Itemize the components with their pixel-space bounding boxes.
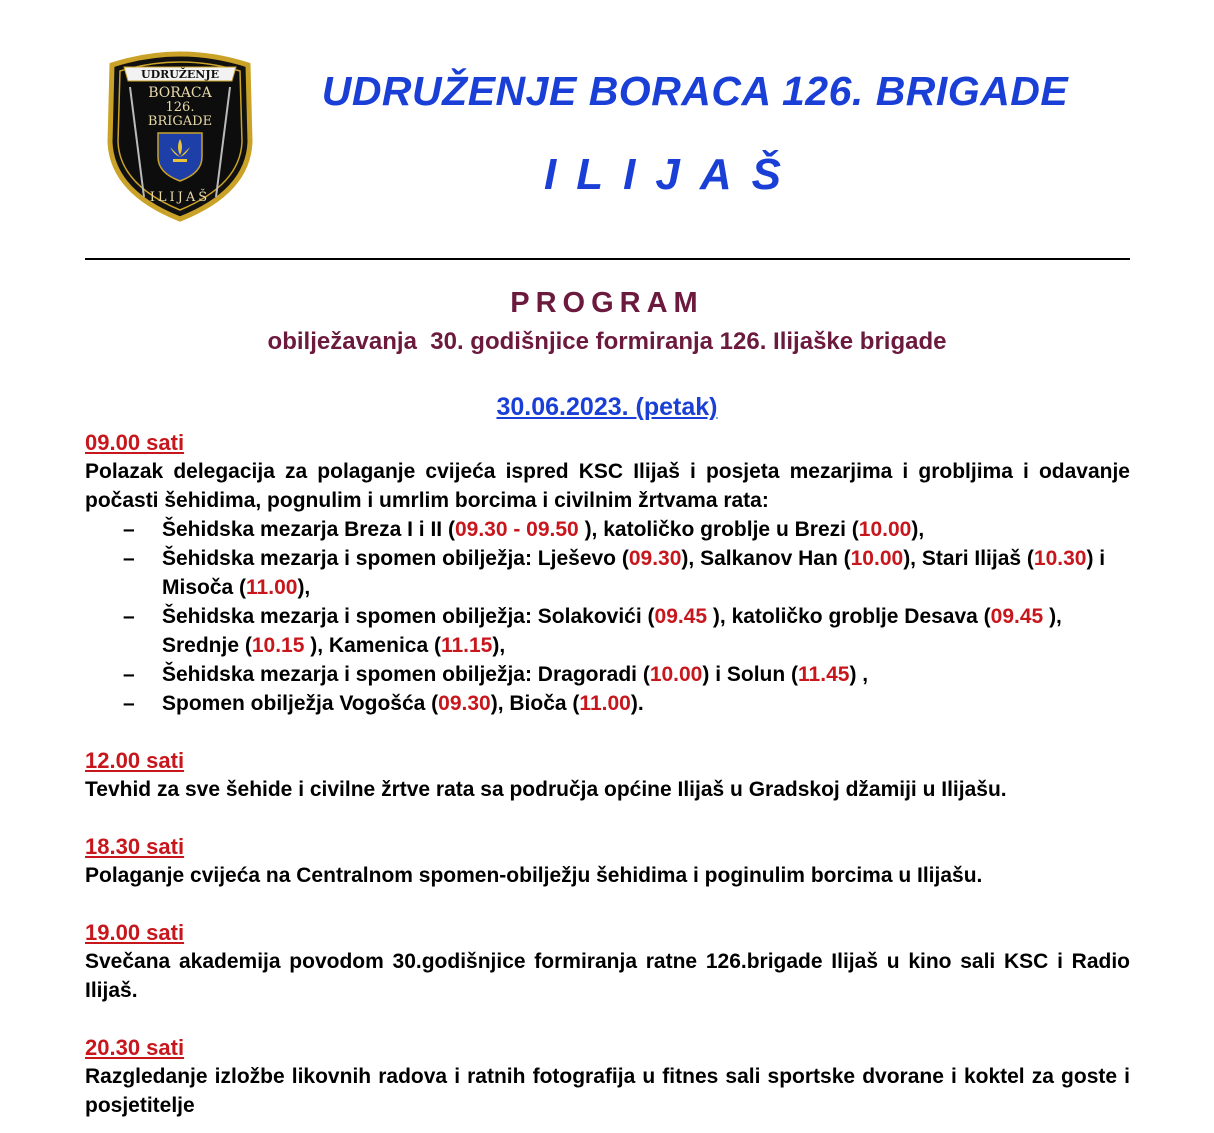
visit-text: ), Kamenica ( <box>304 634 441 657</box>
visit-list <box>85 515 1130 718</box>
schedule-description: Polaganje cvijeća na Centralnom spomen-obilježju šehidima i poginulim borcima u Ilijašu. <box>85 864 983 887</box>
visit-text: ), katoličko groblje Desava ( <box>707 605 991 628</box>
visit-text: Šehidska mezarja Breza I i II ( <box>162 518 455 541</box>
visit-time: 10.00 <box>649 663 703 686</box>
schedule-entry <box>85 1033 1130 1120</box>
visit-list-item <box>85 660 1130 689</box>
visit-text: Šehidska mezarja i spomen obilježja: Lješevo ( <box>162 547 629 570</box>
visit-list-item <box>85 602 1130 660</box>
visit-list-item <box>85 689 1130 718</box>
visit-text: Spomen obilježja Vogošća ( <box>162 692 439 715</box>
visit-time: 09.45 <box>990 605 1044 628</box>
schedule-description: Polazak delegacija za polaganje cvijeća ispred KSC Ilijaš i posjeta mezarjima i grobljima i odavanje počasti šehidima, pognulim i umrlim borcima i civilnim žrtvama rata: <box>85 460 1130 512</box>
program-subtitle: obilježavanja 30. godišnjice formiranja 126. Ilijaške brigade <box>267 328 947 355</box>
logo-line2-text: 126. <box>165 100 195 115</box>
visit-time: 11.00 <box>246 576 298 599</box>
visit-text: Šehidska mezarja i spomen obilježja: Solakovići ( <box>162 605 655 628</box>
schedule-time: 12.00 sati <box>85 748 185 773</box>
visit-text: ) , <box>849 663 869 686</box>
visit-text: ), Salkanov Han ( <box>681 547 851 570</box>
visit-text: ), Stari Ilijaš ( <box>903 547 1034 570</box>
visit-time: 09.30 <box>628 547 682 570</box>
schedule-entry <box>85 918 1130 1005</box>
visit-time: 10.15 <box>251 634 305 657</box>
logo-line1-text: BORACA <box>148 85 212 101</box>
list-dash: – <box>123 692 135 715</box>
program-title: PROGRAM <box>510 287 704 319</box>
schedule-entry <box>85 428 1130 718</box>
schedule-entry <box>85 832 1130 890</box>
visit-time: 11.45 <box>798 663 850 686</box>
logo-bottom-text: ILIJAŠ <box>149 190 211 205</box>
list-dash: – <box>123 547 135 570</box>
schedule-description: Svečana akademija povodom 30.godišnjice formiranja ratne 126.brigade Ilijaš u kino sali KSC i Radio Ilijaš. <box>85 950 1130 1002</box>
visit-text: ). <box>630 692 644 715</box>
visit-time: 10.30 <box>1033 547 1087 570</box>
logo-line3-text: BRIGADE <box>147 114 213 129</box>
schedule-time: 20.30 sati <box>85 1035 185 1060</box>
visit-time: 10.00 <box>858 518 912 541</box>
organization-title: UDRUŽENJE BORACA 126. BRIGADE <box>321 68 1069 114</box>
list-dash: – <box>123 518 135 541</box>
list-dash: – <box>123 605 135 628</box>
schedule <box>85 428 1130 1120</box>
visit-time: 10.00 <box>850 547 904 570</box>
visit-time: 11.15 <box>440 634 493 657</box>
visit-time: 11.00 <box>579 692 631 715</box>
visit-text: Šehidska mezarja i spomen obilježja: Dragoradi ( <box>162 663 650 686</box>
visit-text: ), <box>492 634 506 657</box>
schedule-time: 19.00 sati <box>85 920 185 945</box>
visit-text: ), <box>297 576 311 599</box>
organization-city: ILIJAŠ <box>544 150 801 199</box>
header-divider <box>85 258 1130 260</box>
visit-time: 09.30 - 09.50 <box>454 518 579 541</box>
list-dash: – <box>123 663 135 686</box>
schedule-description: Tevhid za sve šehide i civilne žrtve rata sa područja općine Ilijaš u Gradskoj džamiji u Ilijašu. <box>85 778 1007 801</box>
visit-list-item <box>85 544 1130 602</box>
schedule-time: 09.00 sati <box>85 430 185 455</box>
visit-text: ), Srednje ( <box>162 605 1062 657</box>
schedule-time: 18.30 sati <box>85 834 185 859</box>
brigade-emblem-logo <box>100 47 260 222</box>
visit-text: ) i Solun ( <box>702 663 799 686</box>
visit-text: ) i Misoča ( <box>162 547 1106 599</box>
logo-top-text: UDRUŽENJE <box>141 68 219 81</box>
schedule-entry <box>85 746 1130 804</box>
visit-text: ), <box>911 518 925 541</box>
schedule-description: Razgledanje izložbe likovnih radova i ratnih fotografija u fitnes sali sportske dvorane i koktel za goste i posjetitelje <box>85 1065 1130 1117</box>
visit-text: ), Bioča ( <box>490 692 580 715</box>
visit-time: 09.45 <box>654 605 708 628</box>
visit-list-item <box>85 515 1130 544</box>
visit-time: 09.30 <box>438 692 491 715</box>
visit-text: ), katoličko groblje u Brezi ( <box>578 518 859 541</box>
program-date: 30.06.2023. (petak) <box>496 393 718 421</box>
